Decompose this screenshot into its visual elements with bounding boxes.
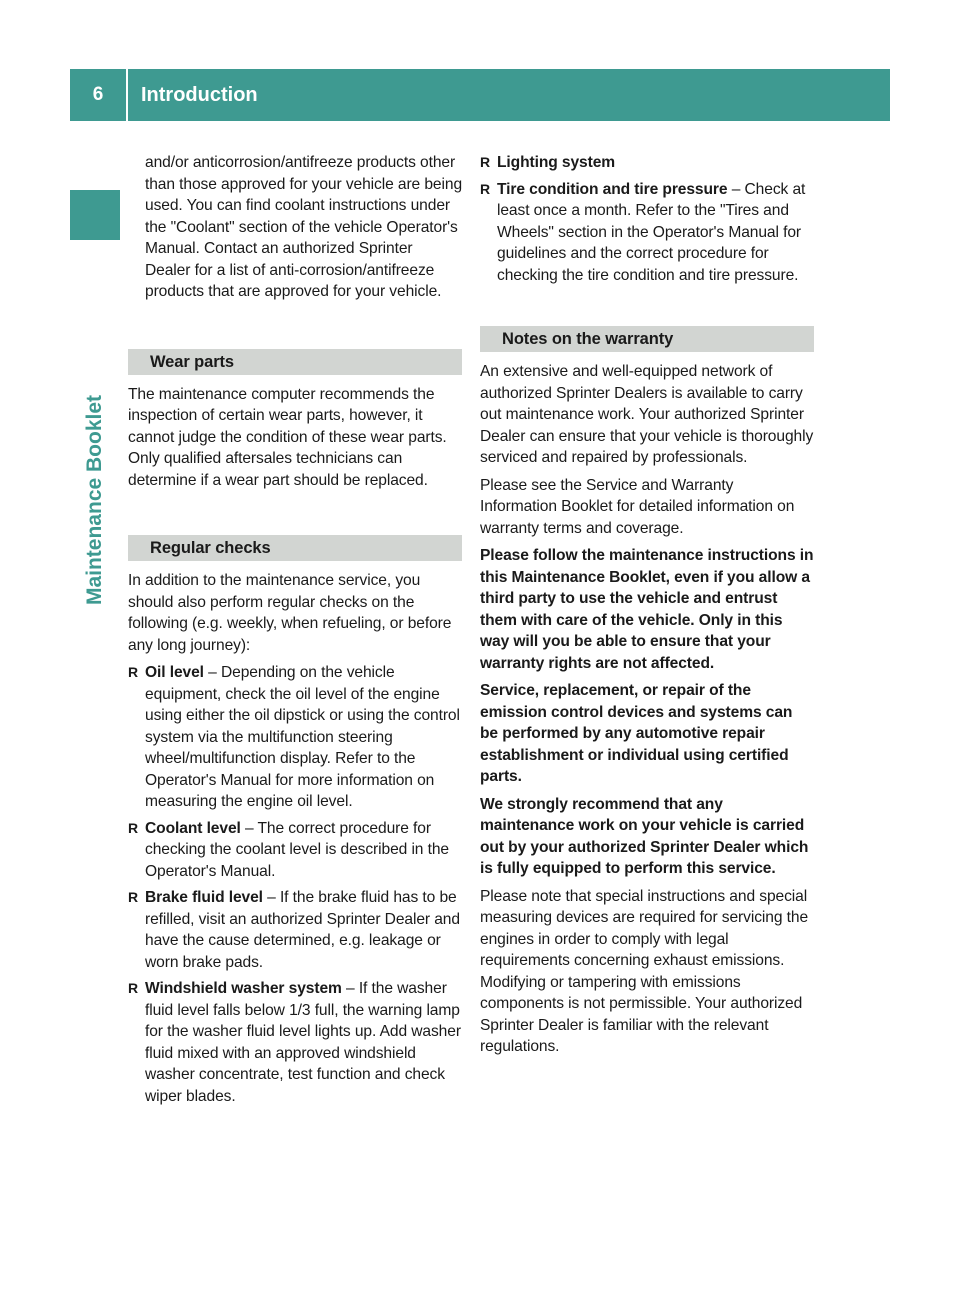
side-tab-block — [70, 190, 120, 240]
regular-checks-list-continued — [480, 152, 814, 286]
list-item — [128, 887, 462, 973]
list-item — [480, 152, 814, 174]
right-column — [480, 152, 814, 1064]
bullet-icon: R — [480, 180, 491, 197]
regular-checks-list — [128, 662, 462, 1107]
regular-checks-heading: Regular checks — [128, 535, 462, 561]
left-column — [128, 152, 462, 1112]
bullet-icon: R — [128, 889, 139, 905]
list-item-term: Oil level — [145, 664, 204, 681]
bullet-icon: R — [128, 819, 139, 836]
warranty-paragraph: Please note that special instructions and special measuring devices are required for servicing the engines in order to comply with legal requirements concerning exhaust emissions. Modifying or tampering with emissions components is not permissible. Your authorized Sprinter Dealer is familiar with the relevant regulations. — [480, 887, 809, 1055]
warranty-emphasis: Service, replacement, or repair of the emission control devices and systems can be performed by any automotive repair establishment or individual using certified parts. — [480, 682, 793, 785]
page-title: Introduction — [141, 83, 258, 106]
header-divider — [126, 69, 128, 121]
wear-parts-heading: Wear parts — [128, 349, 462, 375]
list-item-term: Windshield washer system — [145, 980, 342, 997]
list-item-desc: – If the washer fluid level falls below 1/3 full, the warning lamp for the washer fluid level lights up. Add washer fluid mixed with an approved windshield washer concentrate, test function and check wiper blades. — [145, 980, 461, 1105]
bullet-icon: R — [128, 980, 139, 996]
list-item-desc: – Check at least once a month. Refer to the "Tires and Wheels" section in the Operator's Manual for guidelines and the correct procedure for checking the tire condition and tire pressure. — [497, 180, 806, 284]
bullet-icon: R — [480, 154, 491, 170]
list-item — [128, 818, 462, 883]
list-item-desc: – The correct procedure for checking the coolant level is described in the Operator's Manual. — [145, 819, 449, 880]
intro-paragraph: and/or anticorrosion/antifreeze products other than those approved for your vehicle are being used. You can find coolant instructions under the "Coolant" section of the vehicle Operator's Manual. Contact an authorized Sprinter Dealer for a list of anti-corrosion/antifreeze products that are approved for your vehicle. — [145, 154, 463, 300]
warranty-paragraph: An extensive and well-equipped network of authorized Sprinter Dealers is available to carry out maintenance work. Your authorized Sprinter Dealer can ensure that your vehicle is thoroughly serviced and repaired by professionals. — [480, 363, 814, 466]
list-item-term: Tire condition and tire pressure — [497, 180, 728, 198]
list-item-desc: – If the brake fluid has to be refilled, visit an authorized Sprinter Dealer and have the cause determined, e.g. leakage or worn brake pads. — [145, 889, 460, 971]
regular-checks-body: In addition to the maintenance service, you should also perform regular checks on the following (e.g. weekly, when refueling, or before any long journey): — [128, 572, 452, 654]
warranty-emphasis: Please follow the maintenance instructions in this Maintenance Booklet, even if you allow a third party to use the vehicle and entrust them with care of the vehicle. Only in this way will you be able to ensure that your warranty rights are not affected. — [480, 547, 814, 672]
warranty-heading: Notes on the warranty — [480, 326, 814, 352]
list-item — [128, 978, 462, 1107]
wear-parts-body: The maintenance computer recommends the inspection of certain wear parts, however, it cannot judge the condition of these wear parts. Only qualified aftersales technicians can determine if a wear part should be replaced. — [128, 385, 447, 489]
list-item-term: Coolant level — [145, 819, 241, 837]
page-number: 6 — [92, 84, 104, 105]
bullet-icon: R — [128, 664, 139, 680]
list-item — [480, 179, 814, 287]
list-item-desc: – Depending on the vehicle equipment, check the oil level of the engine using either the oil dipstick or using the control system via the multifunction steering wheel/multifunction display. Refer to the Operator's Manual for more information on measuring the engine oil level. — [145, 664, 460, 810]
list-item-term: Brake fluid level — [145, 889, 263, 906]
list-item-term: Lighting system — [497, 154, 616, 171]
side-label: Maintenance Booklet — [83, 394, 106, 606]
warranty-paragraph: Please see the Service and Warranty Information Booklet for detailed information on warranty terms and coverage. — [480, 476, 795, 537]
list-item — [128, 662, 462, 813]
warranty-emphasis: We strongly recommend that any maintenance work on your vehicle is carried out by your authorized Sprinter Dealer which is fully equipped to perform this service. — [480, 795, 809, 877]
